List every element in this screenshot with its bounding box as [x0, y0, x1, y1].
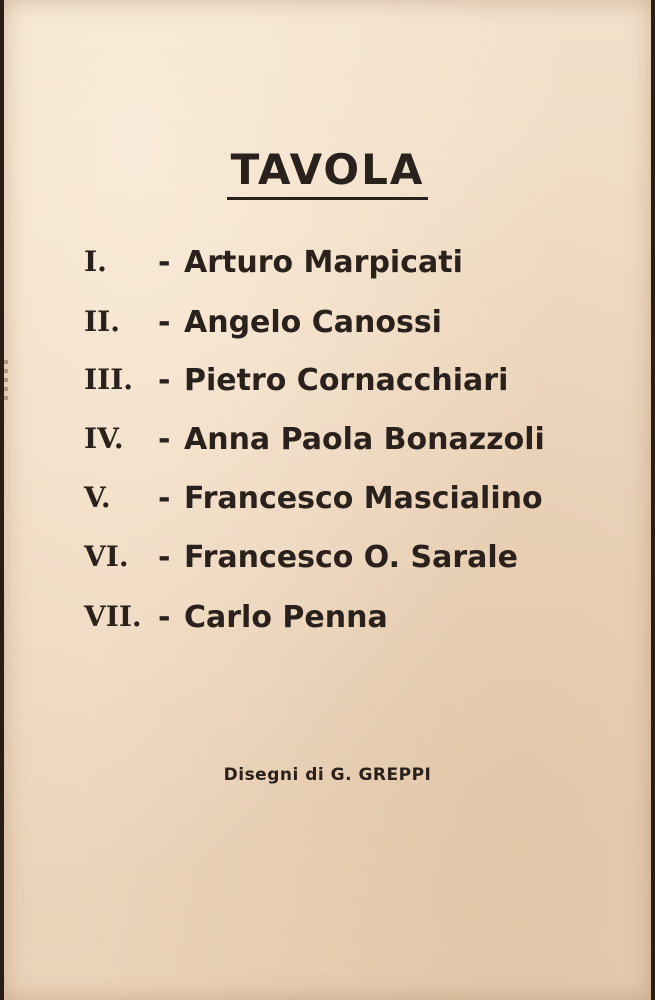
- toc-entry: [4, 481, 651, 525]
- entry-name: Francesco Mascialino: [184, 481, 543, 516]
- entry-numeral: II.: [84, 305, 120, 338]
- illustrations-credit: Disegni di G. GREPPI: [223, 765, 432, 785]
- entry-name: Carlo Penna: [184, 600, 388, 635]
- toc-entry: [4, 422, 651, 466]
- entry-numeral: VI.: [84, 540, 129, 573]
- entry-name: Anna Paola Bonazzoli: [184, 422, 545, 457]
- entry-name: Francesco O. Sarale: [184, 540, 518, 575]
- page-title: [4, 145, 651, 200]
- toc-entry: [4, 600, 651, 644]
- toc-entry: [4, 245, 651, 289]
- toc-entry: [4, 363, 651, 407]
- entry-numeral: III.: [84, 363, 134, 396]
- toc-entry: [4, 305, 651, 349]
- entry-dash: -: [158, 540, 171, 575]
- entry-dash: -: [158, 422, 171, 457]
- entry-name: Pietro Cornacchiari: [184, 363, 509, 398]
- entry-dash: -: [158, 481, 171, 516]
- entry-numeral: IV.: [84, 422, 124, 455]
- toc-entry: [4, 540, 651, 584]
- entry-numeral: I.: [84, 245, 107, 278]
- page-title-text: TAVOLA: [227, 145, 429, 200]
- entry-numeral: VII.: [84, 600, 142, 633]
- entry-dash: -: [158, 305, 171, 340]
- entry-numeral: V.: [84, 481, 111, 514]
- entry-dash: -: [158, 245, 171, 280]
- entry-dash: -: [158, 363, 171, 398]
- entry-dash: -: [158, 600, 171, 635]
- book-page: [4, 0, 651, 1000]
- entry-name: Arturo Marpicati: [184, 245, 463, 280]
- entry-name: Angelo Canossi: [184, 305, 442, 340]
